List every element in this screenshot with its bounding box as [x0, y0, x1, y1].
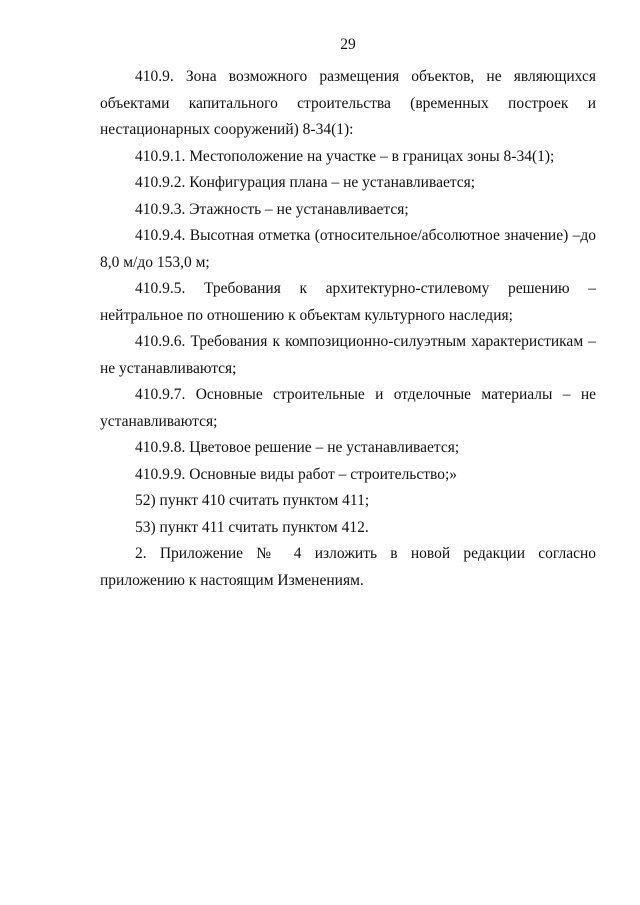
paragraph-410-9-8: 410.9.8. Цветовое решение – не устанавливается; — [135, 439, 460, 456]
paragraph-410-9-9: 410.9.9. Основные виды работ – строительство;» — [135, 465, 458, 483]
paragraph-410-9: 410.9. Зона возможного размещения объектов, не являющихся объектами капитального строительства (временных построек и нестационарных сооружений) 8-34(1): — [100, 68, 596, 138]
paragraph-item-53: 53) пункт 411 считать пунктом 412. — [135, 518, 369, 536]
paragraph-410-9-7: 410.9.7. Основные строительные и отделочные материалы – не устанавливаются; — [100, 386, 596, 430]
paragraph-410-9-4: 410.9.4. Высотная отметка (относительное/абсолютное значение) –до 8,0 м/до 153,0 м; — [100, 227, 596, 271]
paragraph-410-9-1: 410.9.1. Местоположение на участке – в границах зоны 8-34(1); — [135, 147, 555, 165]
paragraph-410-9-6: 410.9.6. Требования к композиционно-силуэтным характеристикам – не устанавливаются; — [100, 333, 596, 377]
page-number: 29 — [340, 36, 356, 53]
paragraph-410-9-2: 410.9.2. Конфигурация плана – не устанавливается; — [135, 174, 476, 191]
paragraph-410-9-3: 410.9.3. Этажность – не устанавливается; — [135, 200, 409, 218]
paragraph-item-2: 2. Приложение № 4 изложить в новой редакции согласно приложению к настоящим Изменениям. — [100, 545, 596, 589]
paragraph-410-9-5: 410.9.5. Требования к архитектурно-стилевому решению – нейтральное по отношению к объектам культурного наследия; — [100, 280, 596, 324]
paragraph-item-52: 52) пункт 410 считать пунктом 411; — [135, 492, 370, 509]
